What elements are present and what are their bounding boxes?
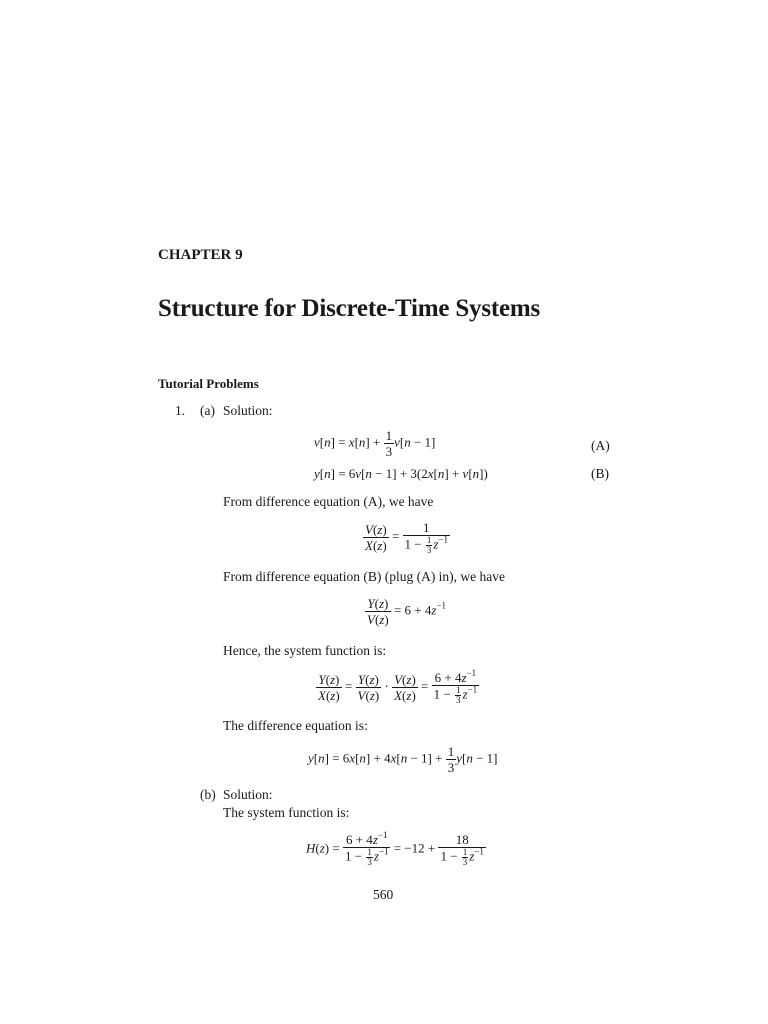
equation-b: y[n] = 6v[n − 1] + 3(2x[n] + v[n]) [314, 466, 488, 481]
equation-system-function-a: $\frac{Y(z)}{X(z)}$ = $\frac{Y(z)}{V(z)}$ · $\frac{V(z)}{X(z)}$ = $6 + 4z^{-1}$ 1 − $\frac{1}{3}$ $z^{-1}$ [318, 668, 478, 705]
text-from-a: From difference equation (A), we have [223, 494, 434, 509]
part-a-solution-label: Solution: [223, 403, 273, 418]
chapter-title: Structure for Discrete-Time Systems [158, 295, 541, 322]
chapter-label: CHAPTER 9 [158, 247, 243, 263]
part-b-solution-label: Solution: [223, 787, 273, 802]
problem-number: 1. [175, 403, 186, 418]
equation-difference: y[n] = 6x[n] + 4x[n − 1] + $\frac{1}{3}$ y[n − 1] [308, 744, 498, 775]
text-difference-equation: The difference equation is: [223, 718, 368, 733]
part-a-label: (a) [200, 403, 215, 418]
equation-a-label: (A) [591, 438, 610, 453]
equation-h-of-z: H(z) = $6 + 4z^{-1}$ 1 − $\frac{1}{3}$ $z^{-1}$ = −12 + 18 1 − $\frac{1}{3}$ $z^{-1}$ [306, 830, 484, 867]
text-hence: Hence, the system function is: [223, 643, 387, 658]
equation-v-over-x: $\frac{V(z)}{X(z)}$ = 1 1 − $\frac{1}{3}$ $z^{-1}$ [365, 520, 449, 555]
equation-a: v[n] = x[n] + $\frac{1}{3}$ v[n − 1] [314, 428, 436, 459]
equation-b-label: (B) [591, 466, 609, 481]
text-from-b: From difference equation (B) (plug (A) in), we have [223, 569, 506, 584]
part-b-label: (b) [200, 787, 216, 802]
equation-y-over-v: $\frac{Y(z)}{V(z)}$ = $6 + 4z^{-1}$ [367, 596, 447, 627]
page-number: 560 [373, 887, 394, 902]
text-system-function-b: The system function is: [223, 805, 350, 820]
section-title: Tutorial Problems [158, 376, 259, 391]
